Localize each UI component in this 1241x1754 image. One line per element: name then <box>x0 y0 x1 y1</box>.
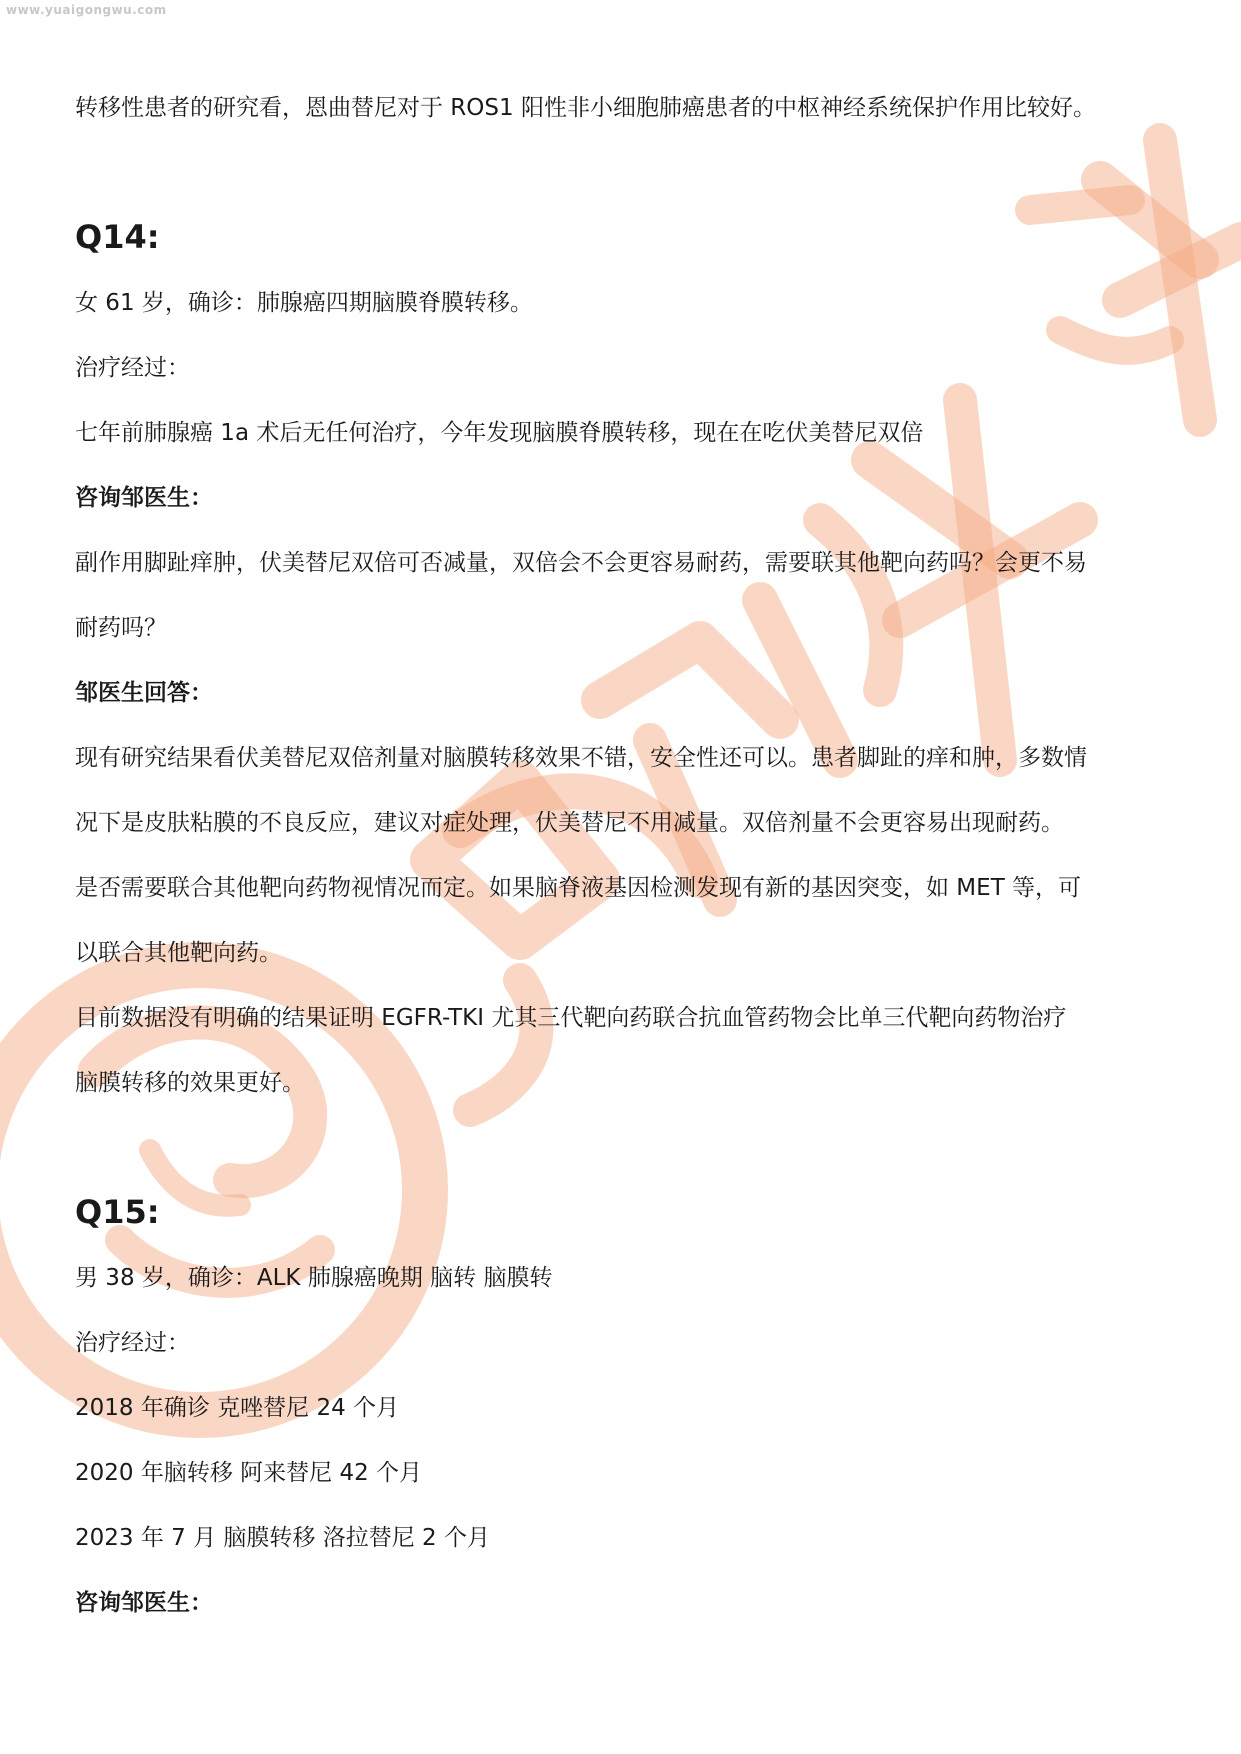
q15-consult-label: 咨询邹医生： <box>75 1590 213 1616</box>
q14-consult-line: 副作用脚趾痒肿，伏美替尼双倍可否减量，双倍会不会更容易耐药，需要联其他靶向药吗？会更不易 <box>75 550 1087 576</box>
q14-consult-label: 咨询邹医生： <box>75 485 213 511</box>
intro-line: 转移性患者的研究看，恩曲替尼对于 ROS1 阳性非小细胞肺癌患者的中枢神经系统保护作用比较好。 <box>75 95 1096 121</box>
q14-answer-line: 是否需要联合其他靶向药物视情况而定。如果脑脊液基因检测发现有新的基因突变，如 MET 等，可 <box>75 875 1082 901</box>
q14-answer-label: 邹医生回答： <box>75 680 213 706</box>
q14-treatment-label: 治疗经过： <box>75 355 190 381</box>
q15-treatment-label: 治疗经过： <box>75 1330 190 1356</box>
q14-answer-line: 以联合其他靶向药。 <box>75 940 282 966</box>
q14-title: Q14: <box>75 218 160 256</box>
q14-consult-line: 耐药吗？ <box>75 615 167 641</box>
q15-title: Q15: <box>75 1193 160 1231</box>
q15-treatment-line: 2023 年 7 月 脑膜转移 洛拉替尼 2 个月 <box>75 1525 490 1551</box>
q14-answer-line: 况下是皮肤粘膜的不良反应，建议对症处理，伏美替尼不用减量。双倍剂量不会更容易出现耐药。 <box>75 810 1064 836</box>
q15-patient: 男 38 岁，确诊：ALK 肺腺癌晚期 脑转 脑膜转 <box>75 1265 553 1291</box>
q15-treatment-line: 2018 年确诊 克唑替尼 24 个月 <box>75 1395 400 1421</box>
q14-answer-line: 目前数据没有明确的结果证明 EGFR-TKI 尤其三代靶向药联合抗血管药物会比单三代靶向药物治疗 <box>75 1005 1067 1031</box>
site-url: www.yuaigongwu.com <box>6 3 167 17</box>
q14-answer-line: 现有研究结果看伏美替尼双倍剂量对脑膜转移效果不错，安全性还可以。患者脚趾的痒和肿，多数情 <box>75 745 1087 771</box>
q14-patient: 女 61 岁，确诊：肺腺癌四期脑膜脊膜转移。 <box>75 290 533 316</box>
q15-treatment-line: 2020 年脑转移 阿来替尼 42 个月 <box>75 1460 423 1486</box>
q14-answer-line: 脑膜转移的效果更好。 <box>75 1070 305 1096</box>
q14-treatment-text: 七年前肺腺癌 1a 术后无任何治疗，今年发现脑膜脊膜转移，现在在吃伏美替尼双倍 <box>75 420 924 446</box>
